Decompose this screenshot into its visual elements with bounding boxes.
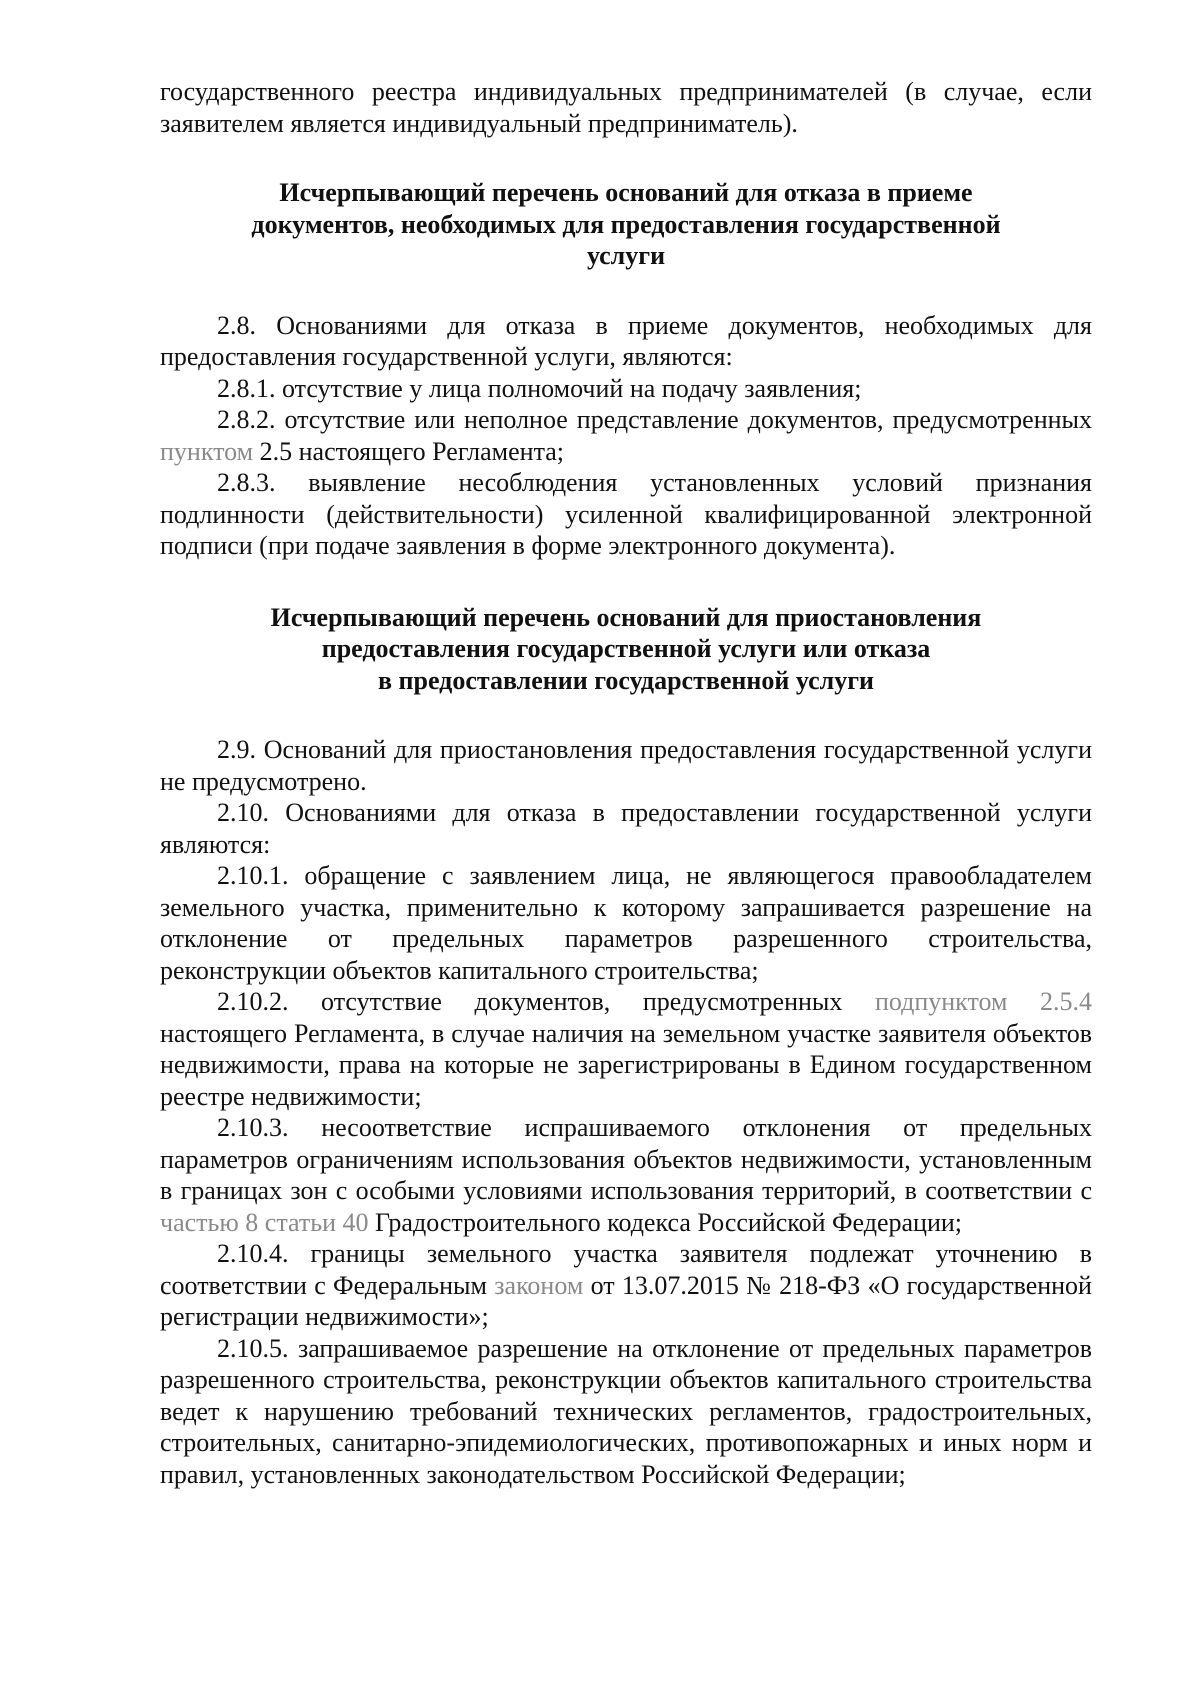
paragraph-2-8-3: 2.8.3. выявление несоблюдения установленных условий признания подлинности (действительности) усиленной квалифицированной электронной подписи (при подаче заявления в форме электронного документа).: [160, 468, 1092, 560]
paragraph-text: Градостроительного кодекса Российской Федерации;: [368, 1207, 962, 1237]
paragraph-2-10-4: [160, 1238, 1092, 1333]
paragraph-2-10-1: 2.10.1. обращение с заявлением лица, не являющегося правообладателем земельного участка, применительно к которому запрашивается разрешение на отклонение от предельных параметров разрешенного строительства, реконструкции объектов капитального строительства;: [160, 861, 1092, 985]
reference-link[interactable]: частью 8 статьи 40: [160, 1207, 369, 1237]
section-heading-suspension-refusal: Исчерпывающий перечень оснований для приостановления предоставления государственной услуги или отказа в предоставлении государственной услуги: [270, 602, 982, 695]
section-heading-refusal-acceptance: Исчерпывающий перечень оснований для отказа в приеме документов, необходимых для предоставления государственной услуги: [251, 178, 1001, 270]
paragraph-2-9: 2.9. Оснований для приостановления предоставления государственной услуги не предусмотрено.: [160, 735, 1092, 796]
paragraph-2-10-3: [160, 1112, 1092, 1238]
paragraph-text: 2.8.2. отсутствие или неполное представление документов, предусмотренных: [217, 405, 1092, 434]
reference-link[interactable]: пунктом: [160, 436, 254, 466]
continuation-paragraph: государственного реестра индивидуальных предпринимателей (в случае, если заявителем является индивидуальный предприниматель).: [160, 77, 1092, 138]
paragraph-2-8-1: 2.8.1. отсутствие у лица полномочий на подачу заявления;: [217, 373, 862, 403]
paragraph-text: от 13.07.2015 № 218-ФЗ «О государственной регистрации недвижимости»;: [160, 1270, 1092, 1331]
paragraph-2-8-2: [160, 404, 1092, 467]
paragraph-text: 2.10.4. границы земельного участка заявителя подлежат уточнению в соответствии с Федеральным: [160, 1239, 1092, 1300]
paragraph-2-10: 2.10. Основаниями для отказа в предоставлении государственной услуги являются:: [160, 798, 1092, 859]
paragraph-text: 2.10.3. несоответствие испрашиваемого отклонения от предельных параметров ограничениям использования объектов недвижимости, установленным в границах зон с особыми условиями использования территорий, в соответствии с: [160, 1113, 1092, 1205]
paragraph-text: 2.10.2. отсутствие документов, предусмотренных: [217, 987, 875, 1016]
paragraph-2-10-2: [160, 986, 1092, 1112]
paragraph-text: 2.5 настоящего Регламента;: [253, 436, 565, 466]
paragraph-2-8: 2.8. Основаниями для отказа в приеме документов, необходимых для предоставления государственной услуги, являются:: [160, 310, 1092, 371]
reference-link[interactable]: законом: [494, 1270, 584, 1300]
paragraph-2-10-5: 2.10.5. запрашиваемое разрешение на отклонение от предельных параметров разрешенного строительства, реконструкции объектов капитального строительства ведет к нарушению требований технических регламентов, градостроительных, строительных, санитарно-эпидемиологических, противопожарных и иных норм и правил, установленных законодательством Российской Федерации;: [160, 1333, 1092, 1489]
paragraph-text: настоящего Регламента, в случае наличия на земельном участке заявителя объектов недвижимости, права на которые не зарегистрированы в Едином государственном реестре недвижимости;: [160, 1018, 1092, 1111]
reference-link[interactable]: подпунктом 2.5.4: [874, 987, 1092, 1016]
